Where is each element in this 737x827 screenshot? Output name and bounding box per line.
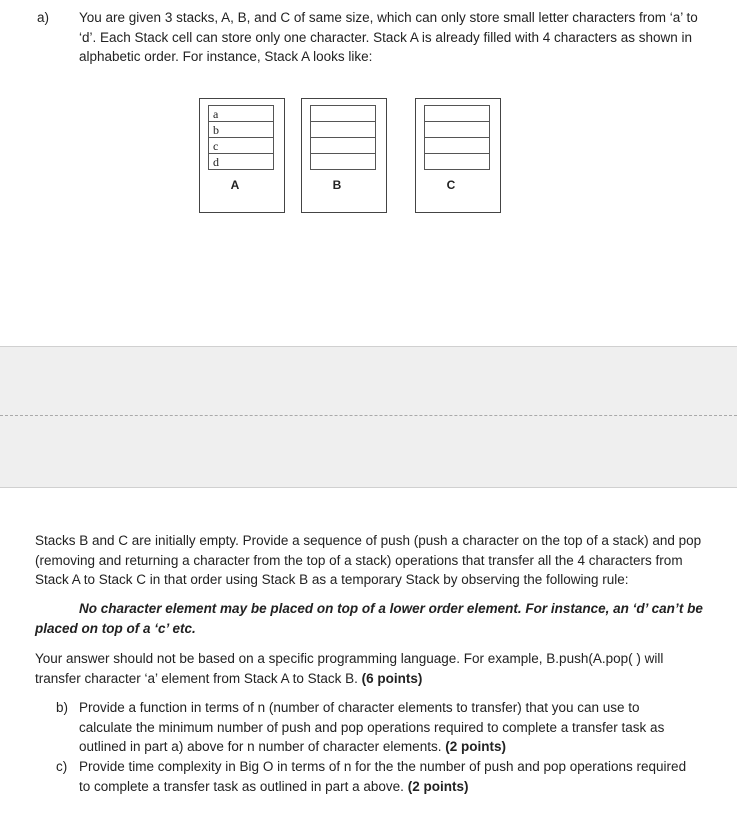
- stack-b-cell: [310, 137, 376, 154]
- page-break-dashed-line: [0, 415, 737, 416]
- part-b-line: Provide a function in terms of n (number of character elements to transfer) that you can use to: [79, 700, 640, 715]
- part-c-line-text: to complete a transfer task as outlined in part a above.: [79, 778, 404, 794]
- part-a-line: alphabetic order. For instance, Stack A looks like:: [79, 49, 373, 64]
- instructions-text: [35, 531, 701, 590]
- part-a-marker: a): [37, 10, 50, 25]
- stack-c-cell: [424, 121, 490, 138]
- stack-c: [415, 98, 501, 213]
- stack-a: [199, 98, 285, 213]
- answer-note-line: [35, 669, 663, 689]
- stack-c-cell: [424, 137, 490, 154]
- part-c-points: (2 points): [407, 778, 469, 794]
- stack-a-cell: d: [208, 153, 274, 170]
- stack-c-label: C: [446, 178, 456, 192]
- part-c-line: Provide time complexity in Big O in terms of n for the the number of push and pop operations required: [79, 759, 687, 774]
- stack-b-cell: [310, 153, 376, 170]
- part-b-points: (2 points): [445, 739, 506, 754]
- part-c-line: [79, 777, 686, 797]
- answer-note-line: Your answer should not be based on a specific programming language. For example, B.push(A.pop( ) will: [35, 651, 664, 666]
- part-b-marker: b): [56, 700, 69, 715]
- stack-a-cell: c: [208, 137, 274, 154]
- stack-b-label: B: [332, 178, 342, 192]
- stack-a-cell: b: [208, 121, 274, 138]
- instructions-line: Stack A to Stack C in that order using Stack B as a temporary Stack by observing the following rule:: [35, 572, 629, 587]
- answer-note-points: (6 points): [361, 670, 423, 686]
- part-c-marker: c): [56, 759, 68, 774]
- part-a-line: ‘d’. Each Stack cell can store only one character. Stack A is already filled with 4 characters as shown in: [79, 29, 693, 45]
- stack-b: [301, 98, 387, 213]
- part-a-line: You are given 3 stacks, A, B, and C of same size, which can only store small letter characters from ‘a’ to: [79, 10, 698, 25]
- answer-note-line-text: transfer character ‘a’ element from Stack A to Stack B.: [35, 670, 358, 686]
- stack-a-cell: a: [208, 105, 274, 122]
- stack-b-cell: [310, 105, 376, 122]
- stack-b-cell: [310, 121, 376, 138]
- part-b-line: calculate the minimum number of push and pop operations required to complete a transfer task as: [79, 719, 665, 735]
- answer-note: [35, 649, 663, 688]
- instructions-line: Stacks B and C are initially empty. Provide a sequence of push (push a character on the top of a stack) and pop: [35, 533, 702, 548]
- part-c-text: [79, 757, 686, 796]
- part-b-line-text: outlined in part a) above for n number of character elements.: [79, 739, 442, 754]
- page-break-band: [0, 346, 737, 488]
- rule-line-2: placed on top of a ‘c’ etc.: [35, 621, 196, 636]
- part-b-text: [79, 698, 664, 757]
- part-b-line: [79, 737, 664, 757]
- stack-c-cell: [424, 153, 490, 170]
- part-a-text: [79, 8, 698, 67]
- stack-c-cell: [424, 105, 490, 122]
- stack-a-label: A: [230, 178, 240, 192]
- instructions-line: (removing and returning a character from the top of a stack) operations that transfer all the 4 characters from: [35, 552, 683, 568]
- rule-line-1: No character element may be placed on top of a lower order element. For instance, an ‘d’ can’t be: [79, 601, 703, 616]
